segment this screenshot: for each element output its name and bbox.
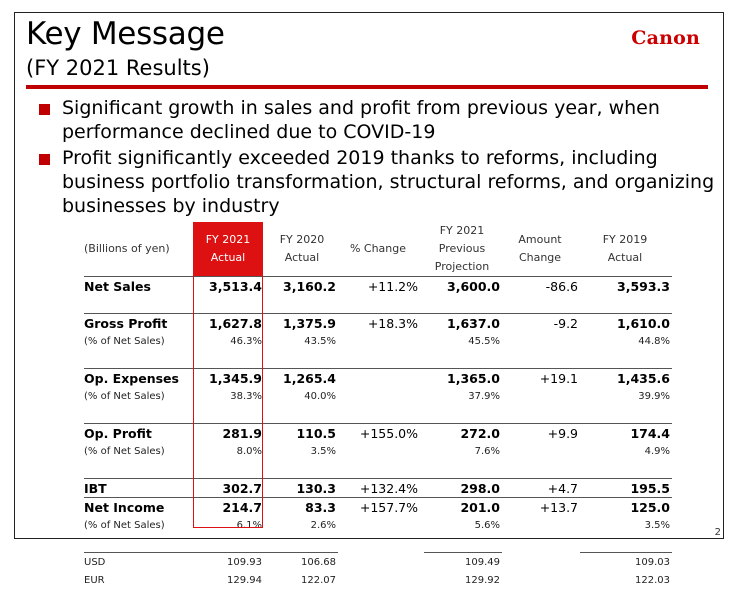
cell-fy2019: 4.9% <box>644 445 670 457</box>
row-label: Op. Profit <box>84 424 190 443</box>
cell-amount-change: -9.2 <box>502 314 580 333</box>
financial-results-table <box>84 222 672 589</box>
cell-fy2019: 1,610.0 <box>580 314 672 333</box>
bullet-item <box>38 146 718 218</box>
bullet-item <box>38 96 718 144</box>
row-label: Gross Profit <box>84 314 190 333</box>
cell-pct-change: +11.2% <box>338 277 424 296</box>
row-label: Net Sales <box>84 277 190 296</box>
cell-fy2019: 195.5 <box>580 479 672 498</box>
cell-fy2019: 109.03 <box>580 553 672 572</box>
row-label: Op. Expenses <box>84 369 190 388</box>
row-label: EUR <box>84 574 105 586</box>
table-row-net-sales <box>84 277 672 296</box>
cell-prev-projection: 5.6% <box>474 519 500 531</box>
table-row-gross-profit <box>84 314 672 333</box>
table-row-net-income-ratio <box>84 516 672 534</box>
page-number: 2 <box>714 527 721 538</box>
table-row-op-profit-ratio <box>84 442 672 460</box>
table-row-usd <box>84 553 672 572</box>
cell-prev-projection: 298.0 <box>424 479 502 498</box>
cell-amount-change: -86.6 <box>502 277 580 296</box>
cell-fy2020: 43.5% <box>304 335 336 347</box>
cell-fy2021: 38.3% <box>230 390 262 402</box>
cell-fy2019: 1,435.6 <box>580 369 672 388</box>
cell-fy2021: 302.7 <box>190 479 268 498</box>
bullet-square-icon <box>39 154 50 165</box>
row-label: USD <box>84 553 190 572</box>
table-row-eur <box>84 571 672 589</box>
cell-pct-change: +18.3% <box>338 314 424 333</box>
cell-fy2021: 109.93 <box>190 553 268 572</box>
table-row-op-profit <box>84 424 672 443</box>
cell-fy2020: 106.68 <box>268 553 338 572</box>
row-label: Net Income <box>84 498 190 517</box>
row-label: (% of Net Sales) <box>84 445 165 457</box>
cell-prev-projection: 109.49 <box>424 553 502 572</box>
cell-prev-projection: 1,637.0 <box>424 314 502 333</box>
fy2021-highlight-header: FY 2021 Actual <box>193 222 263 276</box>
cell-prev-projection: 3,600.0 <box>424 277 502 296</box>
cell-fy2021: 8.0% <box>236 445 262 457</box>
cell-pct-change: +155.0% <box>338 424 424 443</box>
cell-pct-change: +157.7% <box>338 498 424 517</box>
cell-fy2021: 6.1% <box>236 519 262 531</box>
cell-fy2021: 3,513.4 <box>190 277 268 296</box>
cell-fy2020: 3.5% <box>310 445 336 457</box>
row-label: (% of Net Sales) <box>84 519 165 531</box>
cell-fy2019: 3.5% <box>644 519 670 531</box>
cell-fy2021: 1,345.9 <box>190 369 268 388</box>
bullet-list <box>38 96 718 220</box>
cell-fy2019: 125.0 <box>580 498 672 517</box>
cell-fy2020: 1,265.4 <box>268 369 338 388</box>
cell-fy2020: 83.3 <box>268 498 338 517</box>
cell-fy2019: 39.9% <box>638 390 670 402</box>
table-row-ibt <box>84 479 672 498</box>
row-label: (% of Net Sales) <box>84 335 165 347</box>
cell-fy2020: 1,375.9 <box>268 314 338 333</box>
table-header-row <box>84 222 672 277</box>
row-label: IBT <box>84 479 190 498</box>
header-amount-change: Amount Change <box>518 233 562 264</box>
cell-prev-projection: 1,365.0 <box>424 369 502 388</box>
header-fy2019: FY 2019 Actual <box>602 233 648 264</box>
cell-fy2021: 1,627.8 <box>190 314 268 333</box>
bullet-text: Profit significantly exceeded 2019 thanks to reforms, including business portfolio transformation, structural reforms, and organizing businesses by industry <box>62 147 715 217</box>
cell-fy2020: 2.6% <box>310 519 336 531</box>
cell-fy2021: 129.94 <box>227 574 262 586</box>
cell-prev-projection: 45.5% <box>468 335 500 347</box>
slide-subtitle: (FY 2021 Results) <box>26 56 210 80</box>
cell-amount-change: +4.7 <box>502 479 580 498</box>
unit-header: (Billions of yen) <box>84 242 170 255</box>
cell-amount-change: +19.1 <box>502 369 580 388</box>
cell-pct-change: +132.4% <box>338 479 424 498</box>
cell-fy2021: 214.7 <box>190 498 268 517</box>
slide-title: Key Message <box>26 16 225 52</box>
row-label: (% of Net Sales) <box>84 390 165 402</box>
cell-prev-projection: 272.0 <box>424 424 502 443</box>
cell-fy2020: 130.3 <box>268 479 338 498</box>
cell-prev-projection: 201.0 <box>424 498 502 517</box>
cell-fy2019: 44.8% <box>638 335 670 347</box>
cell-fy2021: 46.3% <box>230 335 262 347</box>
cell-prev-projection: 37.9% <box>468 390 500 402</box>
table-row-net-income <box>84 498 672 517</box>
cell-fy2020: 40.0% <box>304 390 336 402</box>
header-previous-projection: FY 2021 Previous Projection <box>434 224 490 273</box>
header-pct-change: % Change <box>349 242 407 255</box>
header-fy2020: FY 2020 Actual <box>279 233 325 264</box>
table-row-op-expenses-ratio <box>84 387 672 405</box>
table-row-op-expenses <box>84 369 672 388</box>
bullet-text: Significant growth in sales and profit from previous year, when performance declined due to COVID-19 <box>62 97 660 143</box>
cell-pct-change <box>338 369 424 388</box>
title-divider <box>26 85 708 89</box>
bullet-square-icon <box>39 104 50 115</box>
cell-amount-change: +13.7 <box>502 498 580 517</box>
cell-amount-change: +9.9 <box>502 424 580 443</box>
cell-fy2020: 110.5 <box>268 424 338 443</box>
cell-fy2019: 3,593.3 <box>580 277 672 296</box>
cell-prev-projection: 129.92 <box>465 574 500 586</box>
cell-prev-projection: 7.6% <box>474 445 500 457</box>
table-row-gross-profit-ratio <box>84 332 672 350</box>
cell-fy2021: 281.9 <box>190 424 268 443</box>
cell-fy2020: 122.07 <box>301 574 336 586</box>
canon-logo: Canon <box>631 27 700 49</box>
cell-fy2020: 3,160.2 <box>268 277 338 296</box>
cell-fy2019: 174.4 <box>580 424 672 443</box>
cell-fy2019: 122.03 <box>635 574 670 586</box>
